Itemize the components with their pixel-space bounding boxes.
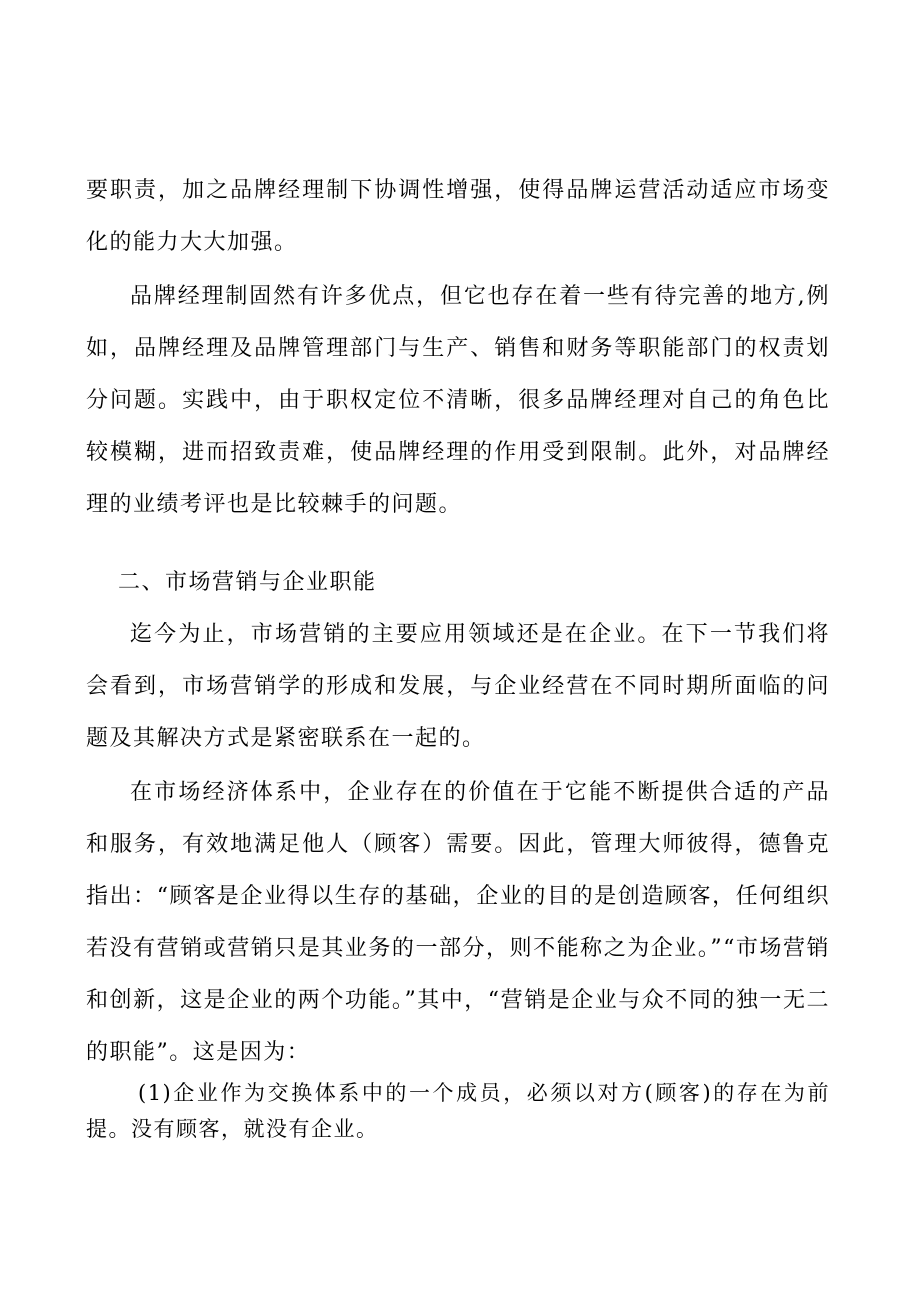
section-heading: 二、市场营销与企业职能 [118, 570, 377, 595]
document-body [86, 165, 830, 1147]
paragraph-enterprise-value: 在市场经济体系中，企业存在的价值在于它能不断提供合适的产品和服务，有效地满足他人（顾客）需要。因此，管理大师彼得，德鲁克指出：“顾客是企业得以生存的基础，企业的目的是创造顾客，任何组织若没有营销或营销只是其业务的一部分，则不能称之为企业。”“市场营销和创新，这是企业的两个功能。”其中，“营销是企业与众不同的独一无二的职能”。这是因为： [86, 780, 830, 1065]
paragraph-marketing-application: 迄今为止，市场营销的主要应用领域还是在企业。在下一节我们将会看到，市场营销学的形成和发展，与企业经营在不同时期所面临的问题及其解决方式是紧密联系在一起的。 [86, 622, 830, 751]
paragraph-brand-manager-drawbacks: 品牌经理制固然有许多优点，但它也存在着一些有待完善的地方,例如，品牌经理及品牌管理部门与生产、销售和财务等职能部门的权责划分问题。实践中，由于职权定位不清晰，很多品牌经理对自己的角色比较模糊，进而招致责难，使品牌经理的作用受到限制。此外，对品牌经理的业绩考评也是比较棘手的问题。 [86, 284, 830, 517]
paragraph-list-item-1: (1)企业作为交换体系中的一个成员，必须以对方(顾客)的存在为前提。没有顾客，就没有企业。 [86, 1081, 830, 1141]
paragraph-continuation: 要职责，加之品牌经理制下协调性增强，使得品牌运营活动适应市场变化的能力大大加强。 [86, 178, 830, 255]
